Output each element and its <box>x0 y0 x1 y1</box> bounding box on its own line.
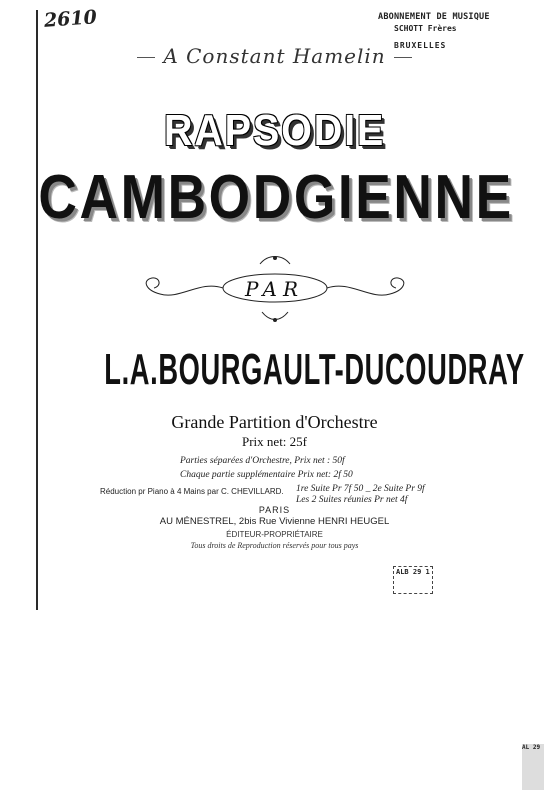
by-label: PAR <box>244 277 305 301</box>
parts-price: Parties séparées d'Orchestre, Prix net : 50f <box>180 456 345 466</box>
both-suites-price: Les 2 Suites réunies Pr net 4f <box>296 495 408 505</box>
catalog-number: 2610 <box>43 6 98 32</box>
extra-part-price: Chaque partie supplémentaire Prix net: 2f 50 <box>180 470 353 480</box>
title-line-2: CAMBODGIENNE <box>38 163 514 232</box>
dedication-text: A Constant Hamelin <box>163 44 386 68</box>
publisher: AU MÉNESTREL, 2bis Rue Vivienne HENRI HEUGEL <box>159 516 390 527</box>
suite-prices: 1re Suite Pr 7f 50 _ 2e Suite Pr 9f <box>296 484 425 494</box>
piano-reduction: Réduction pr Piano à 4 Mains par C. CHEVILLARD. <box>100 487 284 496</box>
rights-notice: Tous droits de Reproduction réservés pour tous pays <box>190 541 359 550</box>
city: PARIS <box>258 505 291 515</box>
corner-stamp: AL 29 <box>522 744 544 790</box>
subtitle: Grande Partition d'Orchestre <box>171 412 378 432</box>
stamp-line-2: SCHOTT Frères <box>394 24 457 33</box>
stamp-line-3: BRUXELLES <box>394 41 447 50</box>
price-main: Prix net: 25f <box>242 434 307 449</box>
stamp-line-1: ABONNEMENT DE MUSIQUE <box>378 12 490 22</box>
dedication <box>0 44 549 68</box>
editor-label: ÉDITEUR-PROPRIÉTAIRE <box>226 530 323 539</box>
title-line-1: RAPSODIE <box>163 106 386 155</box>
library-stamp-bottom: ALB 29 1 <box>393 566 433 594</box>
composer-name: L.A.BOURGAULT-DUCOUDRAY <box>104 345 525 394</box>
